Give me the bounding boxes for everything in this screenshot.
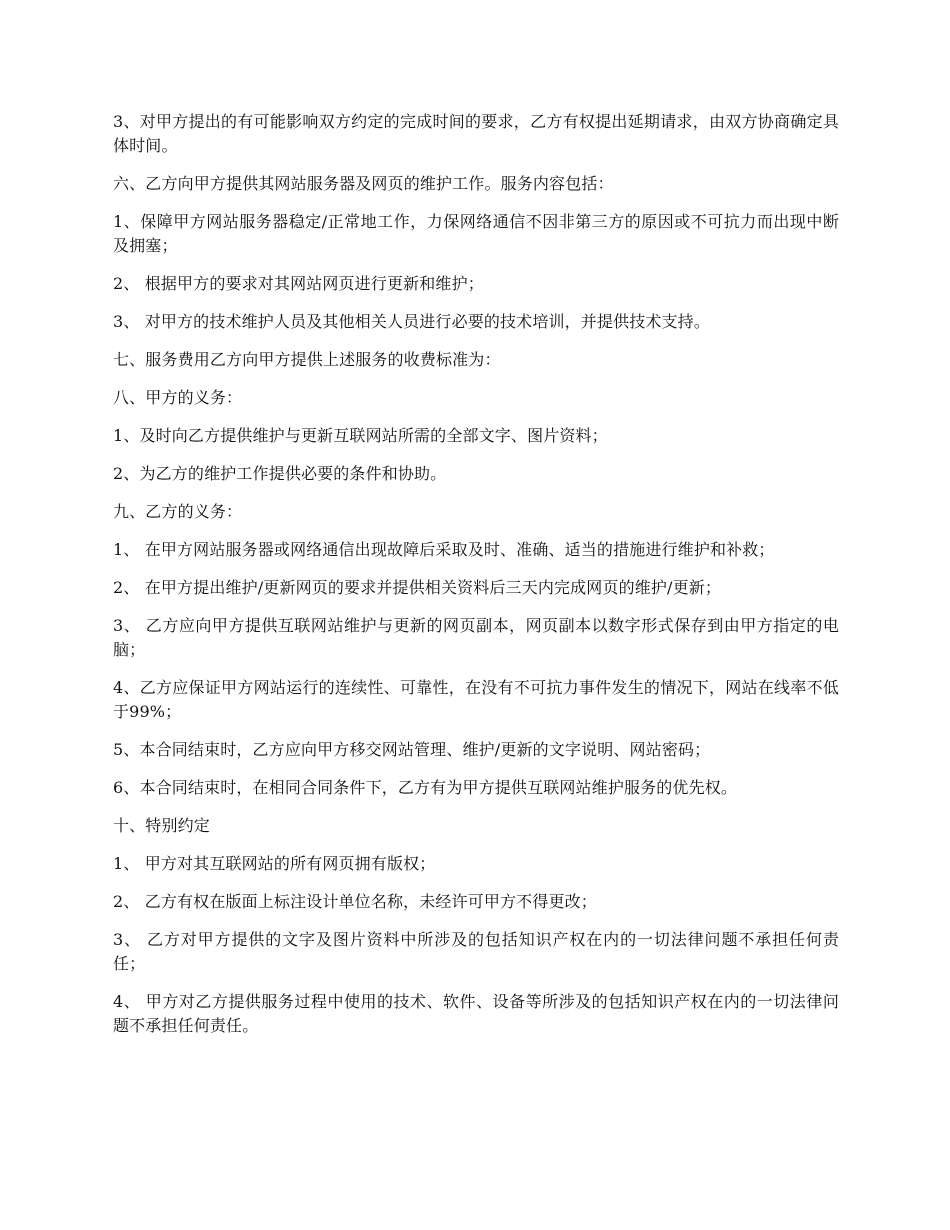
section-heading-party-a-obligations: 八、甲方的义务： <box>113 388 243 407</box>
paragraph-provide-materials: 1、及时向乙方提供维护与更新互联网站所需的全部文字、图片资料； <box>113 426 608 445</box>
paragraph-designer-credit: 2、 乙方有权在版面上标注设计单位名称，未经许可甲方不得更改； <box>113 892 597 911</box>
paragraph-handover: 5、本合同结束时，乙方应向甲方移交网站管理、维护/更新的文字说明、网站密码； <box>113 740 711 759</box>
paragraph-fault-remedy: 1、 在甲方网站服务器或网络通信出现故障后采取及时、准确、适当的措施进行维护和补救； <box>113 540 775 559</box>
paragraph-party-a-liability: 4、 甲方对乙方提供服务过程中使用的技术、软件、设备等所涉及的包括知识产权在内的一切法律问题不承担任何责任。 <box>113 992 839 1035</box>
paragraph-priority-right: 6、本合同结束时，在相同合同条件下，乙方有为甲方提供互联网站维护服务的优先权。 <box>113 778 738 797</box>
paragraph-copyright: 1、 甲方对其互联网站的所有网页拥有版权； <box>113 854 436 873</box>
document-page <box>113 110 839 1052</box>
paragraph-provide-conditions: 2、为乙方的维护工作提供必要的条件和协助。 <box>113 464 447 483</box>
paragraph-server-stability: 1、保障甲方网站服务器稳定/正常地工作，力保网络通信不因非第三方的原因或不可抗力而出现中断及拥塞； <box>113 212 839 255</box>
paragraph-page-copies: 3、 乙方应向甲方提供互联网站维护与更新的网页副本，网页副本以数字形式保存到由甲方指定的电脑； <box>113 616 839 659</box>
paragraph-delay-request: 3、对甲方提出的有可能影响双方约定的完成时间的要求，乙方有权提出延期请求，由双方协商确定具体时间。 <box>113 112 839 155</box>
section-heading-service-fee: 七、服务费用乙方向甲方提供上述服务的收费标准为： <box>113 350 501 369</box>
section-heading-party-b-obligations: 九、乙方的义务： <box>113 502 243 521</box>
paragraph-technical-training: 3、 对甲方的技术维护人员及其他相关人员进行必要的技术培训，并提供技术支持。 <box>113 312 710 331</box>
section-heading-maintenance: 六、乙方向甲方提供其网站服务器及网页的维护工作。服务内容包括： <box>113 174 614 193</box>
section-heading-special-agreement: 十、特别约定 <box>113 816 210 835</box>
paragraph-page-update: 2、 根据甲方的要求对其网站网页进行更新和维护； <box>113 274 484 293</box>
paragraph-uptime: 4、乙方应保证甲方网站运行的连续性、可靠性，在没有不可抗力事件发生的情况下，网站在线率不低于99%； <box>113 678 839 721</box>
paragraph-three-day-update: 2、 在甲方提出维护/更新网页的要求并提供相关资料后三天内完成网页的维护/更新； <box>113 578 722 597</box>
paragraph-party-b-liability: 3、 乙方对甲方提供的文字及图片资料中所涉及的包括知识产权在内的一切法律问题不承担任何责任； <box>113 930 839 973</box>
